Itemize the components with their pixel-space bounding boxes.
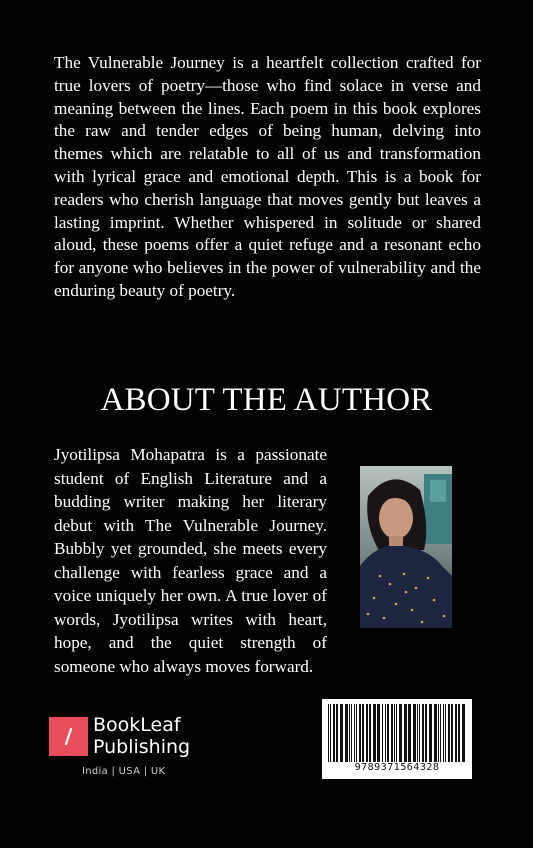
barcode-bar <box>391 704 393 762</box>
publisher-name-line1: BookLeaf <box>93 714 181 736</box>
back-cover-blurb: The Vulnerable Journey is a heartfelt collection crafted for true lovers of poetry—those who find solace in verse and meaning between the lines. Each poem in this book explores the raw and tender edges of being human, delving into themes which are relatable to all of us and transformation with lyrical grace and emotional depth. This is a book for readers who cherish language that moves gently but leaves a lasting imprint. Whether whispered in solitude or shared aloud, these poems offer a quiet refuge and a resonant echo for anyone who believes in the power of vulnerability and the enduring beauty of poetry. <box>54 53 481 300</box>
barcode-bar <box>451 704 453 762</box>
barcode-bar <box>385 704 386 762</box>
barcode-bar <box>440 704 441 762</box>
barcode-bar <box>373 704 376 762</box>
barcode-bar <box>419 704 420 762</box>
barcode-bar <box>333 704 335 762</box>
barcode-bar <box>396 704 397 762</box>
publisher-name-line2: Publishing <box>93 736 191 758</box>
barcode-bar <box>377 704 380 762</box>
barcode-bar <box>458 704 460 762</box>
barcode-bar <box>455 704 457 762</box>
barcode-bar <box>448 704 450 762</box>
about-author-heading: ABOUT THE AUTHOR <box>100 382 433 418</box>
barcode-bar <box>434 704 437 762</box>
barcode-bar <box>422 704 424 762</box>
author-bio: Jyotilipsa Mohapatra is a passionate student of English Literature and a budding writer making her literary debut with The Vulnerable Journey. Bubbly yet grounded, she meets every challenge with fearless grace and a voice uniquely her own. A true lover of words, Jyotilipsa writes with heart, hope, and the quiet strength of someone who always moves forward. <box>54 445 327 676</box>
publisher-logo <box>49 717 88 756</box>
barcode-bar <box>394 704 395 762</box>
barcode-bar <box>443 704 444 762</box>
barcode-bar <box>328 704 329 762</box>
barcode-bars <box>328 704 466 762</box>
barcode-bar <box>351 704 352 762</box>
barcode-bar <box>425 704 427 762</box>
slash-icon <box>49 717 88 756</box>
barcode-bar <box>369 704 371 762</box>
barcode-bar <box>366 704 368 762</box>
barcode-bar <box>354 704 355 762</box>
barcode-bar <box>413 704 416 762</box>
publisher-name <box>93 714 190 758</box>
barcode-bar <box>404 704 407 762</box>
barcode-bar <box>445 704 446 762</box>
barcode-bar <box>345 704 348 762</box>
barcode-bar <box>438 704 439 762</box>
barcode-bar <box>362 704 364 762</box>
barcode-bar <box>340 704 343 762</box>
barcode-bar <box>408 704 411 762</box>
isbn-number: 9789371564328 <box>354 762 440 773</box>
barcode-bar <box>429 704 432 762</box>
barcode-bar <box>462 704 465 762</box>
publisher-regions: India | USA | UK <box>82 766 166 777</box>
barcode-bar <box>399 704 402 762</box>
barcode-bar <box>349 704 350 762</box>
barcode-bar <box>356 704 357 762</box>
barcode-bar <box>330 704 331 762</box>
barcode-bar <box>336 704 338 762</box>
barcode-bar <box>387 704 389 762</box>
author-photo <box>360 466 452 628</box>
barcode-bar <box>359 704 361 762</box>
isbn-barcode <box>322 699 472 779</box>
barcode-bar <box>382 704 383 762</box>
barcode-bar <box>417 704 418 762</box>
